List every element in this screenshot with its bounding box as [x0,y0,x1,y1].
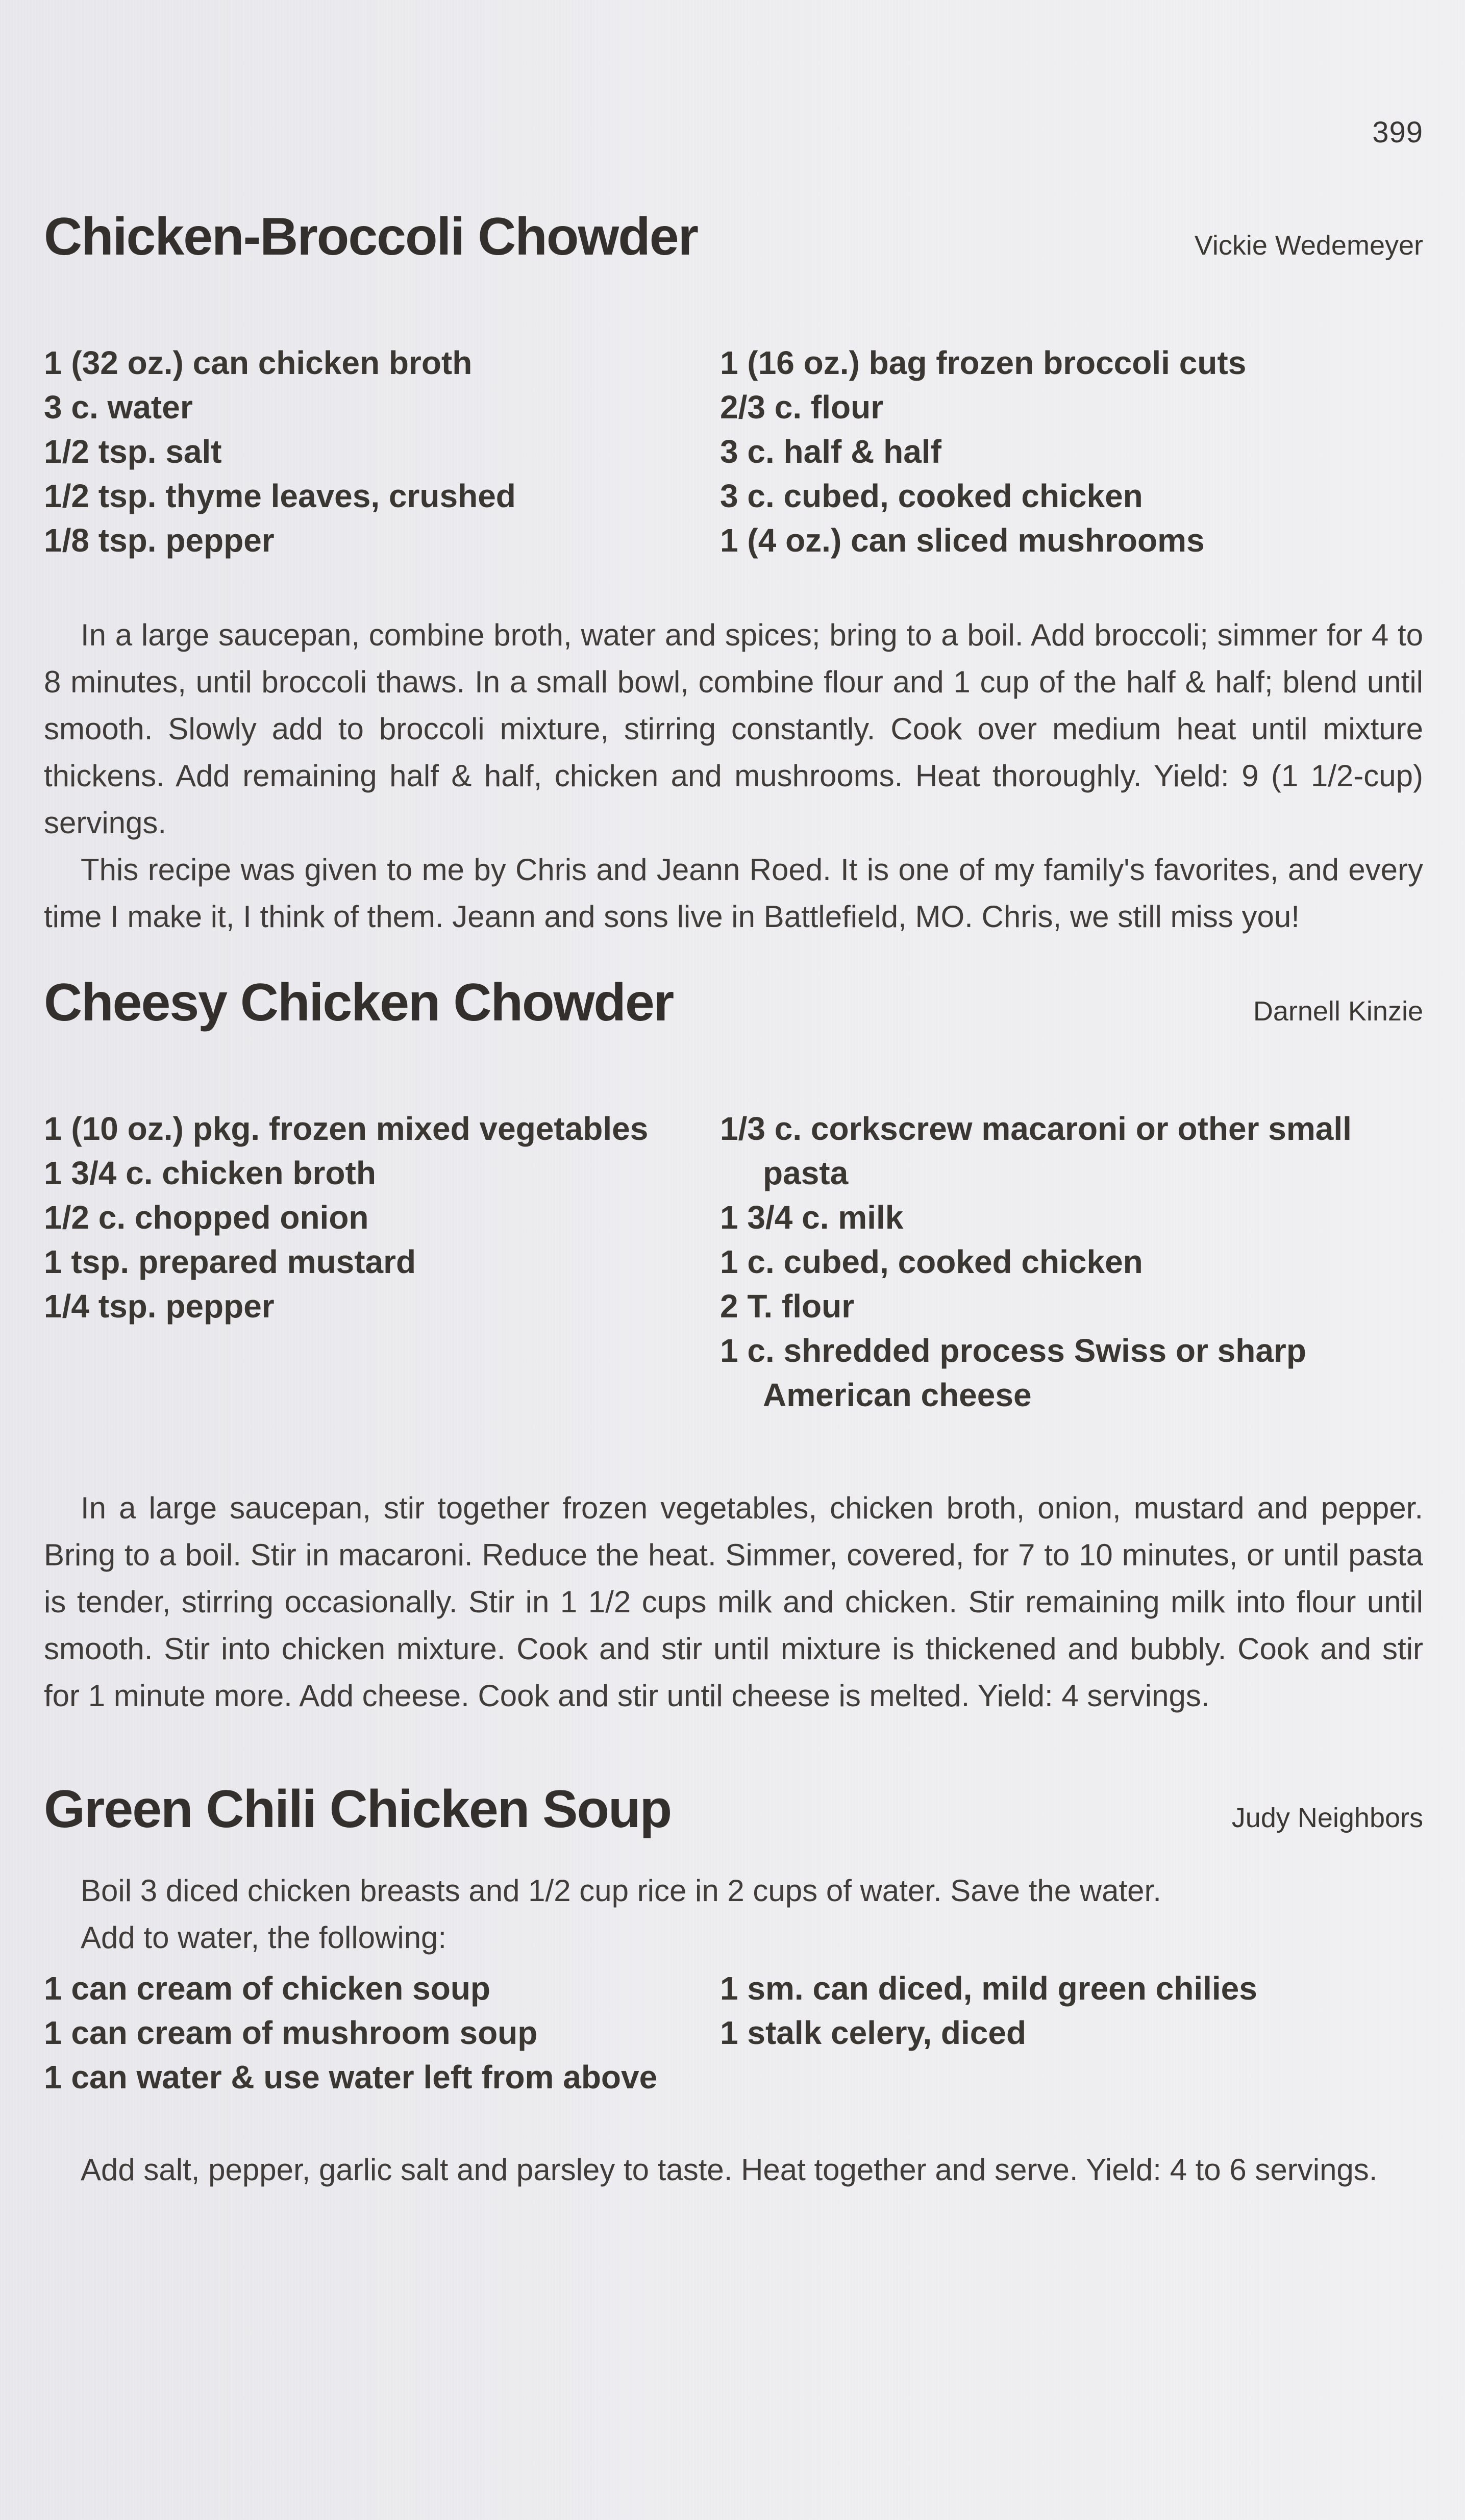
ingredient-item: 1/8 tsp. pepper [44,522,275,559]
page-number: 399 [1372,116,1423,149]
intro-paragraph: Boil 3 diced chicken breasts and 1/2 cup rice in 2 cups of water. Save the water. [81,1874,1161,1908]
recipe-header [44,1781,1423,1838]
ingredients-list-right [720,1966,1423,2100]
ingredient-item: 1 can cream of chicken soup [44,1970,490,2007]
ingredient-item: 1 3/4 c. milk [720,1199,904,1236]
recipe-chicken-broccoli-chowder [44,208,1423,940]
ingredient-item: 1 tsp. prepared mustard [44,1243,416,1280]
ingredient-item: 1/3 c. corkscrew macaroni or other small pasta [720,1110,1352,1191]
ingredient-item: 1/2 tsp. salt [44,433,222,470]
recipe-body [44,2147,1423,2193]
instruction-paragraph: In a large saucepan, stir together frozen vegetables, chicken broth, onion, mustard and pepper. Bring to a boil. Stir in macaroni. Reduce the heat. Simmer, covered, for 7 to 10 minutes, or until pasta is tender, stirring occasionally. Stir in 1 1/2 cups milk and chicken. Stir remaining milk into flour until smooth. Stir into chicken mixture. Cook and stir until mixture is thickened and bubbly. Cook and stir for 1 minute more. Add cheese. Cook and stir until cheese is melted. Yield: 4 servings. [44,1491,1423,1713]
ingredient-item: 1/4 tsp. pepper [44,1288,275,1325]
recipe-header [44,974,1423,1031]
ingredient-item: 3 c. cubed, cooked chicken [720,478,1143,514]
recipe-intro [44,1867,1423,1961]
recipe-title: Chicken-Broccoli Chowder [44,207,698,266]
ingredient-item: 1 3/4 c. chicken broth [44,1155,376,1191]
ingredient-item: 1 (16 oz.) bag frozen broccoli cuts [720,344,1247,381]
ingredient-item: 1 can cream of mushroom soup [44,2014,538,2051]
ingredient-item: 1 (10 oz.) pkg. frozen mixed vegetables [44,1110,649,1147]
ingredient-item: 1 stalk celery, diced [720,2014,1027,2051]
recipe-green-chili-chicken-soup [44,1781,1423,2193]
ingredient-item: 1/2 c. chopped onion [44,1199,369,1236]
instruction-paragraph: In a large saucepan, combine broth, water and spices; bring to a boil. Add broccoli; simmer for 4 to 8 minutes, until broccoli thaws. In a small bowl, combine flour and 1 cup of the half & half; blend until smooth. Slowly add to broccoli mixture, stirring constantly. Cook over medium heat until mixture thickens. Add remaining half & half, chicken and mushrooms. Heat thoroughly. Yield: 9 (1 1/2-cup) servings. [44,618,1423,840]
ingredient-item: 1 c. shredded process Swiss or sharp American cheese [720,1332,1306,1413]
recipe-author: Darnell Kinzie [1253,996,1423,1027]
ingredients-columns [44,1107,1423,1417]
ingredients-columns [44,341,1423,563]
ingredient-item: 2/3 c. flour [720,389,884,426]
ingredient-item: 3 c. water [44,389,193,426]
recipe-header [44,208,1423,265]
recipe-body [44,1485,1423,1719]
ingredients-columns [44,1966,1423,2100]
intro-paragraph: Add to water, the following: [81,1920,447,1955]
recipe-title: Cheesy Chicken Chowder [44,973,674,1032]
ingredient-item: 1 sm. can diced, mild green chilies [720,1970,1257,2007]
ingredient-item: 3 c. half & half [720,433,941,470]
instruction-paragraph: Add salt, pepper, garlic salt and parsley to taste. Heat together and serve. Yield: 4 to 6 servings. [81,2153,1378,2187]
recipe-author: Vickie Wedemeyer [1194,230,1423,261]
ingredient-item: 1 c. cubed, cooked chicken [720,1243,1143,1280]
ingredient-item: 1 (4 oz.) can sliced mushrooms [720,522,1205,559]
ingredient-item: 1/2 tsp. thyme leaves, crushed [44,478,516,514]
ingredients-list-left [44,341,720,563]
ingredients-list-left [44,1966,720,2100]
ingredient-item: 1 can water & use water left from above [44,2059,658,2095]
recipe-title: Green Chili Chicken Soup [44,1780,672,1839]
recipe-author: Judy Neighbors [1231,1803,1423,1833]
recipe-cheesy-chicken-chowder [44,974,1423,1719]
ingredient-item: 2 T. flour [720,1288,855,1325]
ingredients-list-right [720,1107,1423,1417]
ingredient-item: 1 (32 oz.) can chicken broth [44,344,473,381]
ingredients-list-right [720,341,1423,563]
note-paragraph: This recipe was given to me by Chris and Jeann Roed. It is one of my family's favorites, and every time I make it, I think of them. Jeann and sons live in Battlefield, MO. Chris, we still miss you! [44,853,1423,934]
ingredients-list-left [44,1107,720,1417]
recipe-body [44,612,1423,940]
